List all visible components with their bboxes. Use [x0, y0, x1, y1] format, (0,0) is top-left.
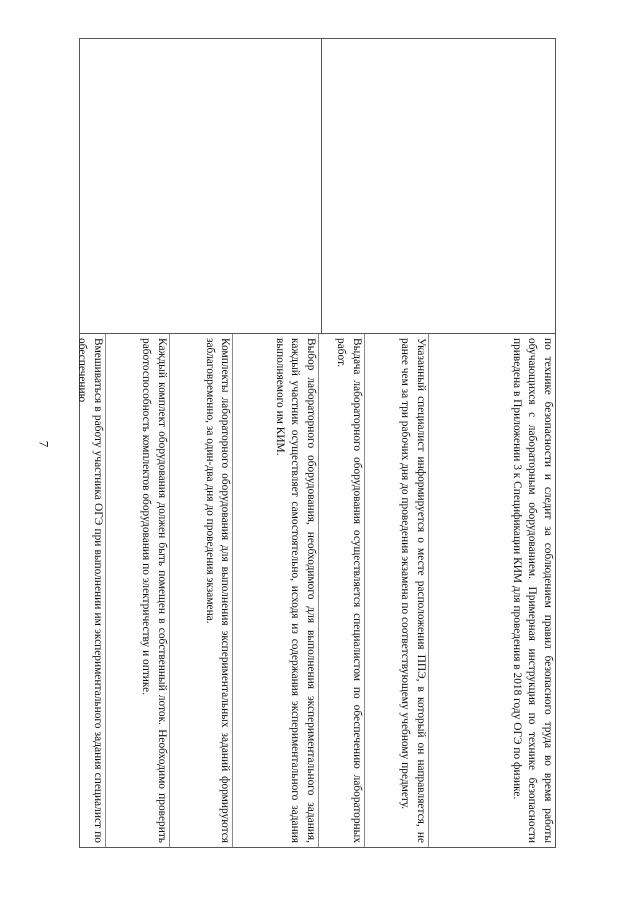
table-paragraph — [364, 334, 428, 847]
paragraph-text: Выдача лабораторного оборудования осуществляется специалистом по обеспечению лабораторных работ. — [335, 338, 363, 843]
paragraph-text: Вмешиваться в работу участника ОГЭ при выполнении им экспериментального задания специалист по обеспечению — [76, 338, 104, 843]
left-cell — [77, 39, 321, 333]
paragraph-text: Выбор лабораторного оборудования, необходимого для выполнения экспериментального задания, каждый участник осуществляет самостоятельно, исходя из содержания экспериментального задания выполняемого им КИМ. — [273, 338, 318, 843]
left-column — [79, 38, 556, 333]
table-paragraph — [428, 334, 555, 847]
rotated-table — [76, 38, 556, 848]
page-number: 7 — [36, 440, 52, 448]
table-paragraph — [169, 334, 233, 847]
left-cell — [321, 39, 555, 333]
table-paragraph — [318, 334, 364, 847]
paragraph-text: Комплекты лабораторного оборудования для выполнения экспериментальных заданий формируются заблаговременно, за один-два дня до проведения экзамена. — [203, 338, 232, 843]
table-paragraph — [232, 334, 318, 847]
paragraph-text: Каждый комплект оборудования должен быть помещен в собственный лоток. Необходимо проверить работоспособность комплектов оборудования по электричеству и оптике. — [140, 338, 168, 843]
paragraph-text: по технике безопасности и следит за соблюдением правил безопасного труда во время работы обучающихся с лабораторным оборудованием. Примерная инструкция по технике безопасности приведена в Приложении 3 к Спецификации КИМ для проведения в 2018 году ОГЭ по физике. — [510, 338, 554, 843]
table-paragraph — [105, 334, 169, 847]
right-column — [76, 333, 556, 848]
table-paragraph — [76, 334, 105, 847]
table-body — [76, 38, 556, 848]
paragraph-text: Указанный специалист информируется о месте расположения ППЭ, в который он направляется, не ранее чем за три рабочих дня до проведения экзамена по соответствующему учебному предмету. — [398, 338, 427, 843]
